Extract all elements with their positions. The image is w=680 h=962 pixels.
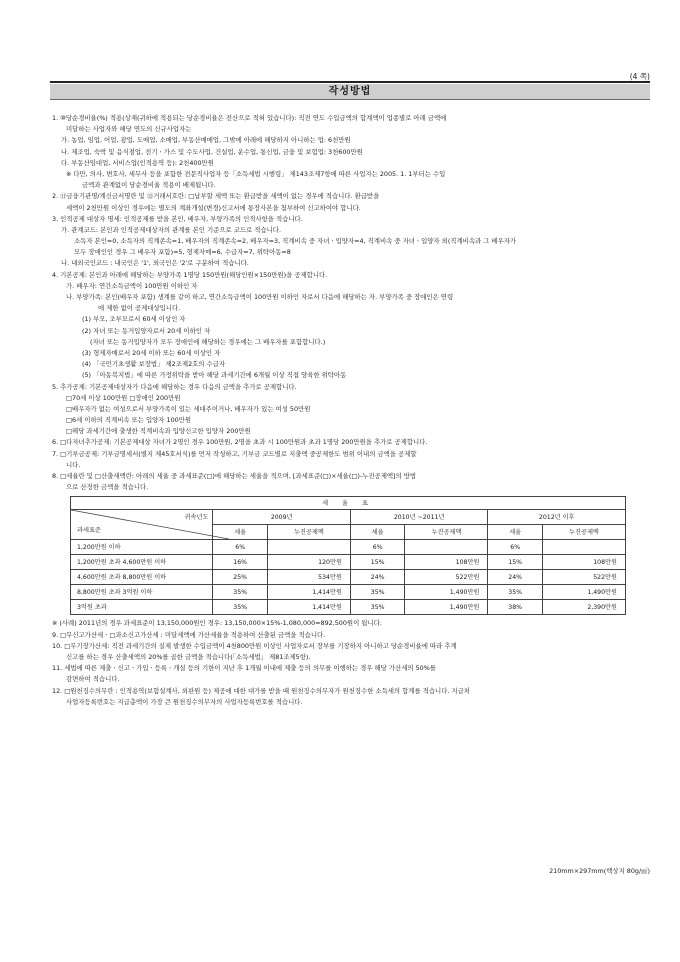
tax-rate-cell: 24% bbox=[488, 570, 542, 585]
instruction-line: (자녀 또는 동거입양자가 모두 장애인에 해당하는 경우에는 그 배우자를 포함합니다.) bbox=[90, 337, 326, 346]
instruction-line: 9. □무신고가산세ㆍ□과소신고가산세 : 미달세액에 가산세율을 적용하여 산출된 금액을 적습니다. bbox=[52, 630, 326, 639]
instruction-line: 12. □원천징수의무란 : 인적용역(보험설계사, 외판원 등) 제공에 대한 대가를 받을 때 원천징수의무자가 원천징수한 소득세의 합계를 적습니다. 지급처 bbox=[52, 686, 470, 695]
instruction-line: 6. □다자녀추가공제: 기본공제대상 자녀가 2명인 경우 100만원, 2명을 초과 시 100만원과 초과 1명당 200만원을 추가로 공제합니다. bbox=[52, 438, 428, 447]
section-title: 작성방법 bbox=[328, 86, 372, 97]
table-corner-cell bbox=[71, 510, 213, 540]
instruction-line: 미달하는 사업자와 해당 연도의 신규사업자는 bbox=[66, 125, 192, 134]
deduction-cell bbox=[405, 540, 488, 555]
instruction-line: □배우자가 없는 여성으로서 부양가족이 있는 세대주이거나, 배우자가 있는 여성 50만원 bbox=[66, 404, 311, 413]
instruction-line: 4. 기본공제: 본인과 아래에 해당하는 부양가족 1명당 150만원(해당인원×150만원)을 공제합니다. bbox=[52, 270, 328, 279]
instruction-line: 금액과 관계없이 당순경비율 적용이 배제됩니다. bbox=[82, 181, 216, 190]
instructions-block-3 bbox=[52, 618, 632, 708]
instruction-line: □6세 이하의 직계비속 또는 입양자 100만원 bbox=[66, 416, 192, 425]
tax-bracket-label: 1,200만원 초과 4,600만원 이하 bbox=[71, 555, 213, 570]
tax-bracket-label: 4,600만원 초과 8,800만원 이하 bbox=[71, 570, 213, 585]
tax-rate-cell: 38% bbox=[488, 600, 542, 615]
instruction-line: 감면하여 적습니다. bbox=[66, 675, 120, 684]
instruction-line: 11. 세법에 따른 제출ㆍ신고ㆍ가입ㆍ등록ㆍ개설 등의 기한이 지난 후 1개월 이내에 제출 등의 의무를 이행하는 경우 해당 가산세의 50%를 bbox=[52, 664, 436, 673]
deduction-cell: 120만원 bbox=[267, 555, 350, 570]
instruction-line: 가. 관계코드: 본인과 인적공제대상자의 관계를 본인 기준으로 코드로 적습니다. bbox=[61, 225, 282, 234]
tax-rate-table bbox=[70, 496, 626, 615]
paper-size-note: 210mm×297mm(백상지 80g/㎡) bbox=[549, 867, 650, 875]
tax-rate-cell: 6% bbox=[488, 540, 542, 555]
table-row bbox=[71, 555, 626, 570]
instruction-line: 소득자 본인=0, 소득자의 직계존속=1, 배우자의 직계존속=2, 배우자=3, 직계비속 중 자녀ㆍ입양자=4, 직계비속 중 자녀ㆍ입양자 외(직계비속과 그 배우자가 bbox=[74, 237, 517, 246]
tax-rate-cell: 6% bbox=[350, 540, 404, 555]
tax-rate-cell: 35% bbox=[488, 585, 542, 600]
table-row bbox=[71, 585, 626, 600]
instruction-line: 10. □무기장가산세: 직전 과세기간의 실제 발생한 수입금액이 4천800만원 이상인 사업자로서 장부를 기장하지 아니하고 당순경비율에 따라 추계 bbox=[52, 641, 457, 650]
instruction-line: 3. 인적공제 대상자 명세: 인적공제를 받을 본인, 배우자, 부양가족의 인적사항을 적습니다. bbox=[52, 214, 303, 223]
deduction-cell: 108만원 bbox=[405, 555, 488, 570]
instruction-line: 으로 산정한 금액을 적습니다. bbox=[66, 483, 149, 492]
instruction-line: (1) 부모, 조부모로서 60세 이상인 자 bbox=[82, 315, 186, 324]
instruction-line: 니다. bbox=[66, 460, 81, 469]
deduction-cell: 108만원 bbox=[542, 555, 625, 570]
instruction-line: □70세 이상 100만원 □장애인 200만원 bbox=[66, 393, 181, 402]
tax-bracket-label: 1,200만원 이하 bbox=[71, 540, 213, 555]
tax-bracket-label: 8,800만원 초과 3억원 이하 bbox=[71, 585, 213, 600]
deduction-cell: 2,390만원 bbox=[542, 600, 625, 615]
instruction-line: 사업자등록번호는 지급총액이 가장 큰 원천징수의무자의 사업자등록번호를 적습니다. bbox=[66, 697, 303, 706]
instruction-line: 에 제한 없이 공제대상입니다. bbox=[98, 304, 181, 313]
deduction-cell: 522만원 bbox=[405, 570, 488, 585]
instruction-line: 나. 제조업, 숙박 및 음식점업, 전기ㆍ가스 및 수도사업, 건설업, 운수업, 통신업, 금융 및 보험업: 3천600만원 bbox=[61, 147, 363, 156]
tax-bracket-label: 3억원 초과 bbox=[71, 600, 213, 615]
instruction-line: (4) 「국민기초생활 보장법」 제2조제2호의 수급자 bbox=[82, 360, 226, 369]
table-row bbox=[71, 600, 626, 615]
deduction-cell: 1,490만원 bbox=[405, 585, 488, 600]
rate-subheader: 세율 bbox=[488, 525, 542, 540]
instructions-block-2 bbox=[52, 382, 632, 494]
instructions-body bbox=[52, 113, 632, 708]
instruction-line: 5. 추가공제: 기본공제대상자가 다음에 해당하는 경우 다음의 금액을 추가로 공제합니다. bbox=[52, 382, 297, 391]
instructions-block-1 bbox=[52, 113, 632, 382]
instruction-line: 세액이 2천만원 이상인 경우에는 별도의 계좌개설(변경)신고서에 통장사본을 첨부하여 신고하여야 합니다. bbox=[66, 203, 361, 212]
instruction-line: 가. 농업, 임업, 어업, 광업, 도매업, 소매업, 부동산매매업, 그밖에 아래에 해당하지 아니하는 업: 6천만원 bbox=[61, 136, 351, 145]
tax-rate-cell: 35% bbox=[350, 585, 404, 600]
deduction-subheader: 누진공제액 bbox=[405, 525, 488, 540]
top-rule bbox=[50, 81, 650, 83]
table-title: 세 율 표 bbox=[71, 497, 626, 510]
rate-subheader: 세율 bbox=[350, 525, 404, 540]
instruction-line: 나. 부양가족: 본인(배우자 포함) 생계를 같이 하고, 연간소득금액이 100만원 이하인 자로서 다음에 해당하는 자. 부양가족 중 장애인은 연령 bbox=[66, 293, 454, 301]
tax-rate-cell: 16% bbox=[213, 555, 267, 570]
tax-rate-cell: 25% bbox=[213, 570, 267, 585]
period-header: 2009년 bbox=[213, 510, 351, 525]
instruction-line: 1. ⑩당순경비율(%) 적용(상재(귀하에 적용되는 당순경비율은 전산으로 적혀 있습니다): 직전 연도 수입금액의 합계액이 업종별로 아래 금액에 bbox=[52, 114, 447, 122]
deduction-cell: 1,414만원 bbox=[267, 585, 350, 600]
instruction-line: (3) 형제자매로서 20세 이하 또는 60세 이상인 자 bbox=[82, 348, 221, 357]
instruction-line: 신고를 하는 경우 산출세액의 20%를 곱한 금액을 적습니다(「소득세법」 제81조제5항). bbox=[66, 652, 311, 661]
instruction-line: 7. □기부금공제: 기부금명세서(별지 제45호서식)를 먼저 작성하고, 기부금 코드별로 지출액 중공제한도 범위 이내의 금액을 공제할 bbox=[52, 449, 417, 458]
corner-label-base: 과세표준 bbox=[77, 527, 101, 535]
deduction-cell: 1,490만원 bbox=[542, 585, 625, 600]
deduction-cell: 522만원 bbox=[542, 570, 625, 585]
instruction-line: 다. 부동산임대업, 서비스업(인적용역 등): 2천400만원 bbox=[61, 158, 214, 167]
instruction-line: (2) 자녀 또는 동거입양자로서 20세 이하인 자 bbox=[82, 326, 211, 335]
instruction-line: ※ 다만, 의사, 변호사, 세무사 등을 포함한 전문직사업자 등「소득세법 시행령」 제143조제7항에 따른 사업자는 2005. 1. 1부터는 수입 bbox=[66, 169, 446, 178]
instruction-line: 8. □세율란 및 □산출세액란: 아래의 세율 중 과세표준(□)에 해당하는 세율을 적으며, [과세표준(□)×세율(□)-누진공제액]의 방법 bbox=[52, 472, 417, 480]
period-header: 2010년 ~2011년 bbox=[350, 510, 488, 525]
deduction-subheader: 누진공제액 bbox=[267, 525, 350, 540]
instruction-line: 나. 내외국인코드 : 내국인은 '1', 외국인은 '2'로 구분하여 적습니다. bbox=[61, 259, 249, 268]
table-row bbox=[71, 540, 626, 555]
tax-rate-cell: 35% bbox=[213, 585, 267, 600]
deduction-subheader: 누진공제액 bbox=[542, 525, 625, 540]
period-header: 2012년 이후 bbox=[488, 510, 626, 525]
tax-rate-cell: 15% bbox=[488, 555, 542, 570]
instruction-line: ※ (사례) 2011년의 경우 과세표준이 13,150,000원인 경우: 13,150,000×15%-1,080,000=892,500원이 됩니다. bbox=[52, 619, 382, 628]
instruction-line: 가. 배우자: 연간소득금액이 100만원 이하인 자 bbox=[66, 281, 198, 290]
deduction-cell bbox=[267, 540, 350, 555]
deduction-cell bbox=[542, 540, 625, 555]
table-row bbox=[71, 570, 626, 585]
corner-label-year: 귀속년도 bbox=[184, 514, 209, 522]
deduction-cell: 1,490만원 bbox=[405, 600, 488, 615]
rate-subheader: 세율 bbox=[213, 525, 267, 540]
tax-rate-cell: 6% bbox=[213, 540, 267, 555]
tax-rate-cell: 35% bbox=[213, 600, 267, 615]
title-bar bbox=[50, 84, 650, 100]
instruction-line: 2. ⑪금융기관명/계신금서명란 및 ⑫거래서호란: □납부할 세액 또는 환급받을 세액이 없는 경우에 적습니다. 환급받을 bbox=[52, 192, 380, 201]
instruction-line: 모두 장애인인 경우 그 배우자 포함)=5, 형제자매=6, 수급자=7, 위탁아동=8 bbox=[74, 248, 291, 257]
tax-rate-cell: 24% bbox=[350, 570, 404, 585]
deduction-cell: 534만원 bbox=[267, 570, 350, 585]
instruction-line: □해당 과세기간에 출생한 직계비속과 입양신고한 입양자 200만원 bbox=[66, 427, 251, 436]
page-number: (4 쪽) bbox=[629, 72, 650, 81]
tax-rate-cell: 15% bbox=[350, 555, 404, 570]
tax-rate-cell: 35% bbox=[350, 600, 404, 615]
instruction-line: (5) 「아동복지법」에 따른 가정위탁을 받아 해당 과세기간에 6개월 이상 직접 양육한 위탁아동 bbox=[82, 371, 347, 380]
tax-rate-rows bbox=[71, 540, 626, 615]
deduction-cell: 1,414만원 bbox=[267, 600, 350, 615]
